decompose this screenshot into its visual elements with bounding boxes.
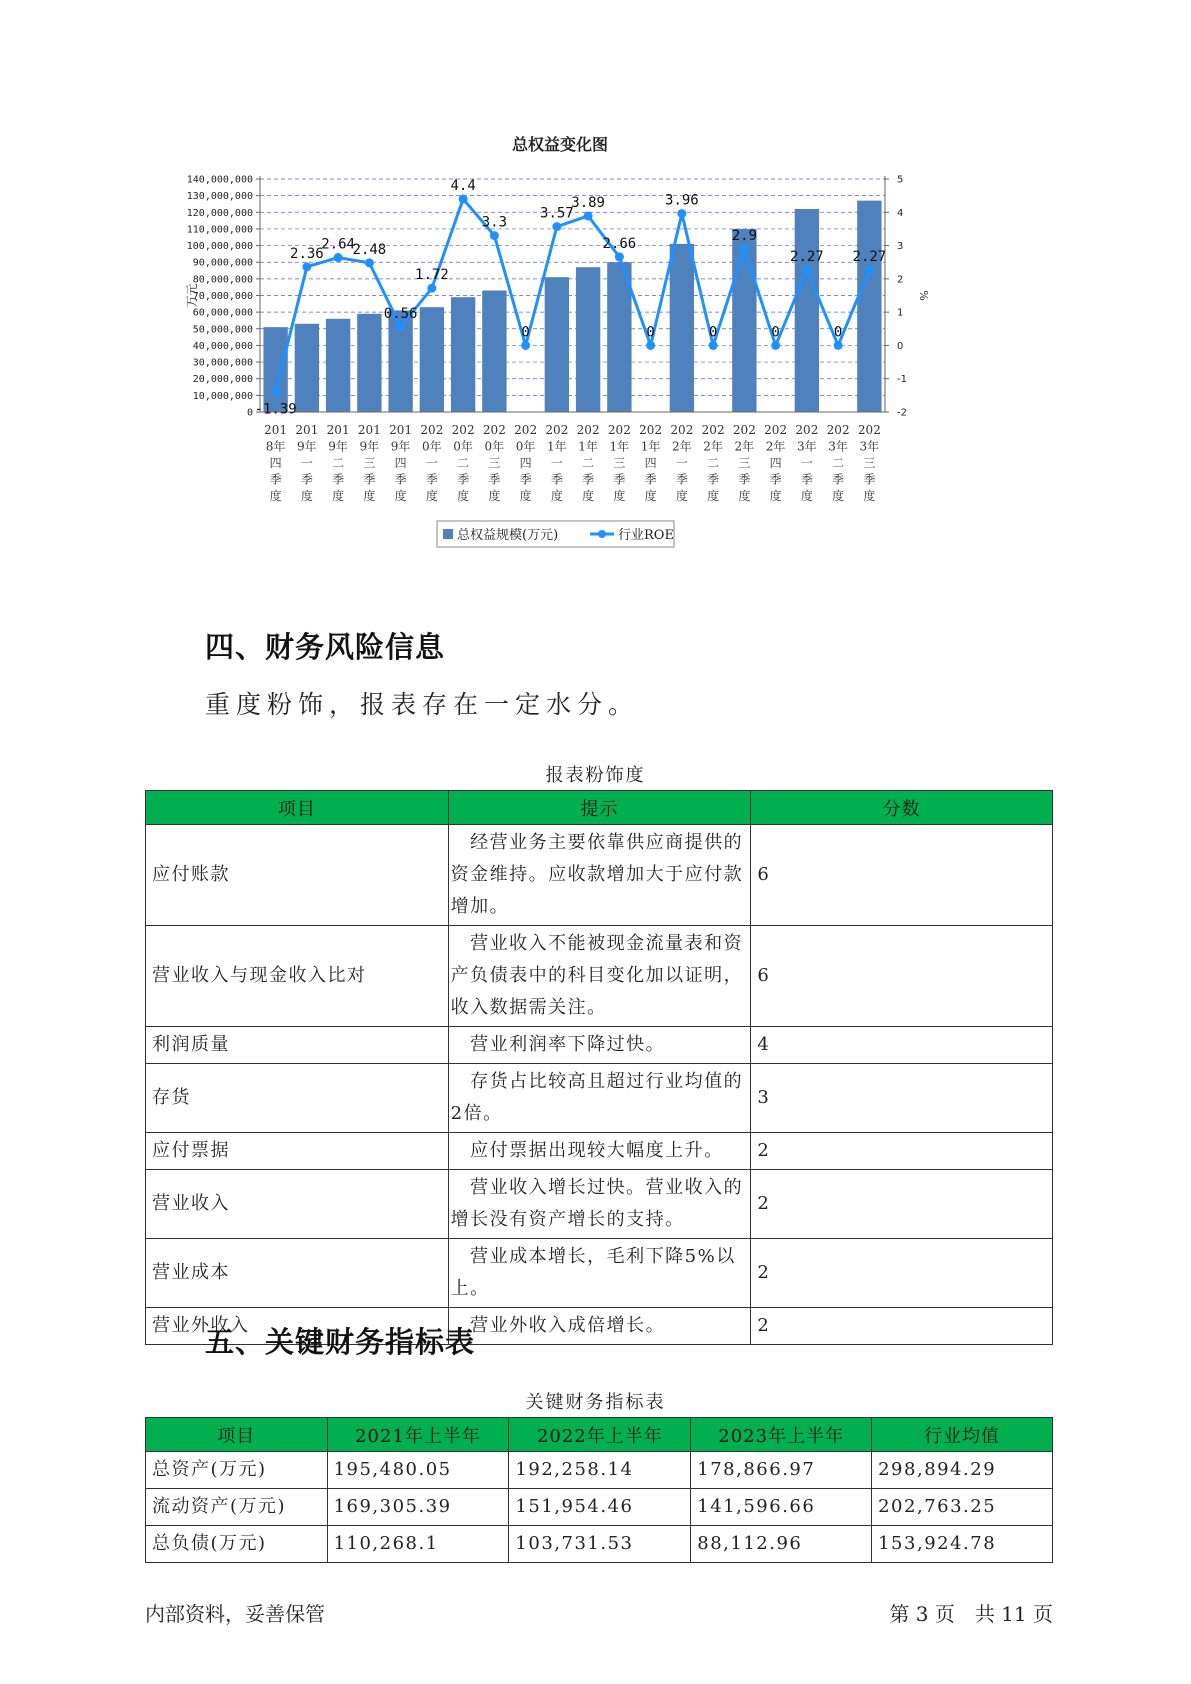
- risk-cell-item: 营业收入: [146, 1170, 449, 1239]
- y2-tick-label: 0: [897, 340, 904, 352]
- x-tick-label: 四: [269, 456, 282, 470]
- y-tick-label: 20,000,000: [192, 374, 253, 386]
- x-tick-label: 度: [707, 489, 720, 503]
- x-tick-label: 季: [550, 472, 563, 487]
- ind-header-2021: 2021年上半年: [327, 1418, 509, 1452]
- table-row: [146, 1452, 1053, 1489]
- bar: [732, 229, 756, 412]
- legend-bar-label: 总权益规模(万元): [457, 528, 559, 543]
- x-tick-label: 度: [582, 489, 595, 503]
- x-tick-label: 季: [707, 472, 720, 487]
- x-tick-label: 202: [607, 423, 631, 437]
- x-tick-label: 201: [357, 423, 381, 437]
- ind-header-avg: 行业均值: [872, 1418, 1053, 1452]
- risk-cell-score: 6: [751, 926, 1053, 1027]
- risk-cell-tip: 存货占比较高且超过行业均值的2倍。: [448, 1064, 751, 1133]
- footer-page-number: 第 3 页 共 11 页: [889, 1602, 1053, 1626]
- ind-header-2023: 2023年上半年: [691, 1418, 872, 1452]
- bar: [482, 291, 506, 412]
- x-tick-label: 度: [488, 489, 501, 503]
- x-tick-label: 0年: [484, 439, 505, 454]
- risk-cell-score: 2: [751, 1308, 1053, 1345]
- roe-point: [521, 341, 530, 350]
- x-tick-label: 202: [857, 423, 881, 437]
- y2-tick-label: 2: [897, 274, 904, 286]
- ind-header-2022: 2022年上半年: [509, 1418, 691, 1452]
- table-row: [146, 1239, 1053, 1308]
- footer-left: 内部资料，妥善保管: [145, 1602, 325, 1626]
- bar: [670, 244, 694, 412]
- x-tick-label: 度: [300, 489, 313, 503]
- x-tick-label: 度: [457, 489, 470, 503]
- table-row: [146, 1170, 1053, 1239]
- indicator-cell: 178,866.97: [691, 1452, 872, 1489]
- roe-data-label: 1.72: [415, 267, 449, 284]
- x-tick-label: 度: [425, 489, 438, 503]
- x-tick-label: 度: [613, 489, 626, 503]
- roe-point: [459, 194, 468, 203]
- y-tick-label: 100,000,000: [186, 241, 253, 253]
- roe-point: [427, 284, 436, 293]
- y-tick-label: 140,000,000: [186, 174, 253, 186]
- roe-point: [584, 211, 593, 220]
- equity-chart-svg: [180, 135, 940, 590]
- x-tick-label: 度: [363, 489, 376, 503]
- risk-cell-item: 营业外收入: [146, 1308, 449, 1345]
- risk-cell-item: 应付票据: [146, 1133, 449, 1170]
- legend-line-label: 行业ROE: [618, 528, 674, 543]
- roe-data-label: 2.27: [790, 248, 824, 265]
- chart-title: 总权益变化图: [511, 135, 609, 154]
- x-tick-label: 季: [332, 472, 345, 487]
- indicator-table-caption: 关键财务指标表: [525, 1392, 666, 1413]
- indicator-cell: 192,258.14: [509, 1452, 691, 1489]
- bar: [420, 307, 444, 412]
- x-tick-label: 一: [550, 456, 563, 470]
- risk-cell-item: 应付账款: [146, 825, 449, 926]
- x-tick-label: 一: [425, 456, 438, 470]
- x-tick-label: 202: [826, 423, 850, 437]
- roe-point: [771, 341, 780, 350]
- indicator-cell: 110,268.1: [327, 1526, 509, 1563]
- x-tick-label: 季: [675, 472, 688, 487]
- x-tick-label: 202: [545, 423, 569, 437]
- roe-data-label: 3.96: [665, 192, 699, 209]
- y-tick-label: 130,000,000: [186, 191, 253, 203]
- x-tick-label: 三: [863, 456, 876, 470]
- x-tick-label: 202: [701, 423, 725, 437]
- risk-table: [145, 790, 1053, 1345]
- risk-cell-item: 利润质量: [146, 1027, 449, 1064]
- header-tip: 提示: [448, 791, 751, 825]
- table-row: [146, 926, 1053, 1027]
- y2-tick-label: 4: [897, 207, 904, 219]
- ind-header-item: 项目: [146, 1418, 328, 1452]
- legend-line-marker: [598, 530, 606, 538]
- risk-cell-tip: 应付票据出现较大幅度上升。: [448, 1133, 751, 1170]
- x-tick-label: 四: [644, 456, 657, 470]
- bar: [857, 201, 881, 412]
- bar: [295, 324, 319, 412]
- x-tick-label: 三: [363, 456, 376, 470]
- y2-tick-label: 3: [897, 241, 904, 253]
- x-tick-label: 202: [482, 423, 506, 437]
- x-tick-label: 度: [269, 489, 282, 503]
- roe-data-label: 0: [771, 324, 780, 341]
- x-tick-label: 二: [332, 456, 345, 470]
- x-tick-label: 度: [675, 489, 688, 503]
- y-tick-label: 50,000,000: [192, 324, 253, 336]
- roe-point: [740, 244, 749, 253]
- y-tick-label: 30,000,000: [192, 357, 253, 369]
- indicator-cell: 298,894.29: [872, 1452, 1053, 1489]
- risk-cell-score: 3: [751, 1064, 1053, 1133]
- indicator-cell: 151,954.46: [509, 1489, 691, 1526]
- y-tick-label: 10,000,000: [192, 390, 253, 402]
- risk-cell-item: 营业收入与现金收入比对: [146, 926, 449, 1027]
- y-tick-label: 60,000,000: [192, 307, 253, 319]
- roe-data-label: 0: [646, 324, 655, 341]
- bar: [326, 319, 350, 412]
- x-tick-label: 二: [707, 456, 720, 470]
- roe-point: [552, 222, 561, 231]
- x-tick-label: 季: [488, 472, 501, 487]
- x-tick-label: 二: [582, 456, 595, 470]
- x-tick-label: 度: [644, 489, 657, 503]
- indicator-table-header: [146, 1418, 1053, 1452]
- roe-data-label: 0.56: [383, 305, 418, 322]
- x-tick-label: 1年: [640, 439, 661, 454]
- y-axis-label: 万元: [185, 283, 199, 308]
- x-tick-label: 202: [670, 423, 694, 437]
- roe-point: [334, 253, 343, 262]
- x-tick-label: 0年: [515, 439, 536, 454]
- roe-data-label: 3.3: [481, 214, 508, 231]
- indicator-cell: 153,924.78: [872, 1526, 1053, 1563]
- y2-tick-label: -1: [897, 374, 907, 386]
- x-tick-label: 一: [300, 456, 313, 470]
- y2-tick-label: 5: [897, 174, 904, 186]
- roe-data-label: 2.27: [852, 248, 887, 265]
- risk-cell-tip: 经营业务主要依靠供应商提供的资金维持。应收款增加大于应付款增加。: [448, 825, 751, 926]
- x-tick-label: 202: [764, 423, 788, 437]
- x-tick-label: 0年: [422, 439, 442, 454]
- x-tick-label: 季: [644, 472, 657, 487]
- risk-cell-score: 2: [751, 1133, 1053, 1170]
- x-tick-label: 季: [269, 472, 282, 487]
- x-tick-label: 9年: [328, 439, 348, 454]
- risk-cell-score: 6: [751, 825, 1053, 926]
- risk-cell-tip: 营业利润率下降过快。: [448, 1027, 751, 1064]
- x-tick-label: 季: [457, 472, 470, 487]
- indicator-cell: 103,731.53: [509, 1526, 691, 1563]
- y-tick-label: 110,000,000: [186, 224, 253, 236]
- y-tick-label: 70,000,000: [192, 291, 253, 302]
- section5-title: 五、关键财务指标表: [205, 1325, 476, 1359]
- bar: [795, 209, 819, 412]
- x-tick-label: 度: [738, 489, 751, 503]
- x-tick-label: 2年: [734, 439, 755, 454]
- x-tick-label: 201: [264, 423, 288, 437]
- x-tick-label: 202: [514, 423, 538, 437]
- x-tick-label: 一: [800, 456, 813, 470]
- roe-data-label: 4.4: [450, 177, 476, 194]
- x-tick-label: 9年: [359, 439, 380, 454]
- table-row: [146, 1489, 1053, 1526]
- y-tick-label: 90,000,000: [192, 257, 253, 269]
- bar: [576, 267, 600, 412]
- roe-point: [302, 262, 311, 271]
- roe-data-label: 2.64: [321, 236, 355, 253]
- x-tick-label: 度: [832, 489, 845, 503]
- x-tick-label: 0年: [453, 439, 473, 454]
- table-row: [146, 1526, 1053, 1563]
- x-tick-label: 季: [519, 472, 532, 487]
- x-tick-label: 3年: [828, 439, 848, 454]
- risk-table-header: [146, 791, 1053, 825]
- roe-point: [677, 209, 686, 218]
- x-tick-label: 202: [732, 423, 756, 437]
- roe-data-label: 2.36: [290, 245, 324, 262]
- roe-point: [802, 265, 811, 274]
- roe-point: [646, 341, 655, 350]
- indicator-cell: 流动资产(万元): [146, 1489, 328, 1526]
- x-tick-label: 二: [832, 456, 845, 470]
- roe-point: [709, 341, 718, 350]
- table-row: [146, 825, 1053, 926]
- x-tick-label: 度: [519, 489, 532, 503]
- risk-cell-item: 存货: [146, 1064, 449, 1133]
- x-tick-label: 季: [394, 472, 407, 487]
- roe-data-label: 0: [521, 324, 530, 341]
- roe-point: [396, 322, 405, 331]
- indicator-cell: 169,305.39: [327, 1489, 509, 1526]
- table-row: [146, 1027, 1053, 1064]
- bar: [545, 277, 569, 412]
- section4-summary: 重度粉饰，报表存在一定水分。: [205, 690, 640, 719]
- y-tick-label: 80,000,000: [192, 274, 253, 286]
- risk-cell-item: 营业成本: [146, 1239, 449, 1308]
- x-tick-label: 度: [332, 489, 345, 503]
- roe-point: [271, 387, 280, 396]
- x-tick-label: 四: [394, 456, 407, 470]
- x-tick-label: 202: [576, 423, 600, 437]
- x-tick-label: 201: [295, 423, 319, 437]
- x-tick-label: 度: [800, 489, 813, 503]
- x-tick-label: 202: [795, 423, 819, 437]
- roe-data-label: 3.89: [571, 194, 605, 211]
- y-tick-label: 120,000,000: [186, 207, 253, 219]
- roe-point: [365, 258, 374, 267]
- roe-data-label: 0: [833, 324, 843, 341]
- risk-cell-tip: 营业收入不能被现金流量表和资产负债表中的科目变化加以证明，收入数据需关注。: [448, 926, 751, 1027]
- x-tick-label: 2年: [672, 439, 692, 454]
- x-tick-label: 1年: [609, 439, 630, 454]
- bar: [357, 314, 381, 412]
- x-tick-label: 季: [738, 472, 751, 487]
- x-tick-label: 9年: [297, 439, 317, 454]
- roe-data-label: 2.66: [602, 235, 637, 252]
- x-tick-label: 202: [451, 423, 475, 437]
- header-score: 分数: [751, 791, 1053, 825]
- x-tick-label: 四: [519, 456, 532, 470]
- x-tick-label: 201: [326, 423, 350, 437]
- y-tick-label: 0: [246, 407, 253, 419]
- risk-cell-score: 2: [751, 1170, 1053, 1239]
- y-tick-label: 40,000,000: [192, 340, 253, 352]
- y2-tick-label: -2: [897, 407, 907, 419]
- table-row: [146, 1064, 1053, 1133]
- roe-data-label: 0: [708, 324, 718, 341]
- roe-data-label: 2.9: [731, 227, 758, 244]
- x-tick-label: 季: [363, 472, 376, 487]
- risk-cell-tip: 营业外收入成倍增长。: [448, 1308, 751, 1345]
- risk-cell-tip: 营业成本增长，毛利下降5%以上。: [448, 1239, 751, 1308]
- indicator-cell: 总负债(万元): [146, 1526, 328, 1563]
- roe-point: [865, 265, 874, 274]
- x-tick-label: 9年: [390, 439, 411, 454]
- x-tick-label: 度: [863, 489, 876, 503]
- x-tick-label: 1年: [547, 439, 567, 454]
- x-tick-label: 三: [613, 456, 626, 470]
- roe-data-label: -1.39: [254, 401, 297, 418]
- indicator-cell: 202,763.25: [872, 1489, 1053, 1526]
- roe-point: [834, 341, 843, 350]
- roe-point: [615, 252, 624, 261]
- x-tick-label: 202: [420, 423, 444, 437]
- x-tick-label: 1年: [578, 439, 598, 454]
- roe-data-label: 3.57: [540, 205, 574, 222]
- roe-point: [490, 231, 499, 240]
- x-tick-label: 二: [457, 456, 470, 470]
- bar: [451, 297, 475, 412]
- x-tick-label: 3年: [859, 439, 880, 454]
- x-tick-label: 季: [769, 472, 782, 487]
- equity-chart: [180, 135, 940, 590]
- indicator-table: [145, 1417, 1053, 1563]
- x-tick-label: 四: [769, 456, 782, 470]
- x-tick-label: 季: [582, 472, 595, 487]
- y2-axis-label: %: [917, 290, 930, 301]
- risk-cell-score: 4: [751, 1027, 1053, 1064]
- x-tick-label: 度: [769, 489, 782, 503]
- x-tick-label: 季: [832, 472, 845, 487]
- table-row: [146, 1133, 1053, 1170]
- risk-table-caption: 报表粉饰度: [545, 765, 646, 786]
- indicator-cell: 195,480.05: [327, 1452, 509, 1489]
- x-tick-label: 3年: [797, 439, 817, 454]
- x-tick-label: 季: [425, 472, 438, 487]
- x-tick-label: 201: [389, 423, 413, 437]
- x-tick-label: 8年: [265, 439, 286, 454]
- x-tick-label: 度: [394, 489, 407, 503]
- x-tick-label: 202: [639, 423, 663, 437]
- section4-title: 四、财务风险信息: [205, 630, 446, 664]
- x-tick-label: 三: [488, 456, 501, 470]
- risk-cell-tip: 营业收入增长过快。营业收入的增长没有资产增长的支持。: [448, 1170, 751, 1239]
- x-tick-label: 一: [675, 456, 688, 470]
- x-tick-label: 2年: [703, 439, 723, 454]
- x-tick-label: 度: [550, 489, 563, 503]
- header-item: 项目: [146, 791, 449, 825]
- x-tick-label: 季: [300, 472, 313, 487]
- indicator-cell: 141,596.66: [691, 1489, 872, 1526]
- indicator-cell: 88,112.96: [691, 1526, 872, 1563]
- x-tick-label: 季: [863, 472, 876, 487]
- x-tick-label: 季: [800, 472, 813, 487]
- x-tick-label: 季: [613, 472, 626, 487]
- roe-data-label: 2.48: [352, 241, 387, 258]
- indicator-cell: 总资产(万元): [146, 1452, 328, 1489]
- legend-bar-swatch: [443, 529, 453, 539]
- risk-cell-score: 2: [751, 1239, 1053, 1308]
- x-tick-label: 三: [738, 456, 751, 470]
- bar: [263, 327, 287, 412]
- x-tick-label: 2年: [765, 439, 786, 454]
- y2-tick-label: 1: [897, 307, 904, 319]
